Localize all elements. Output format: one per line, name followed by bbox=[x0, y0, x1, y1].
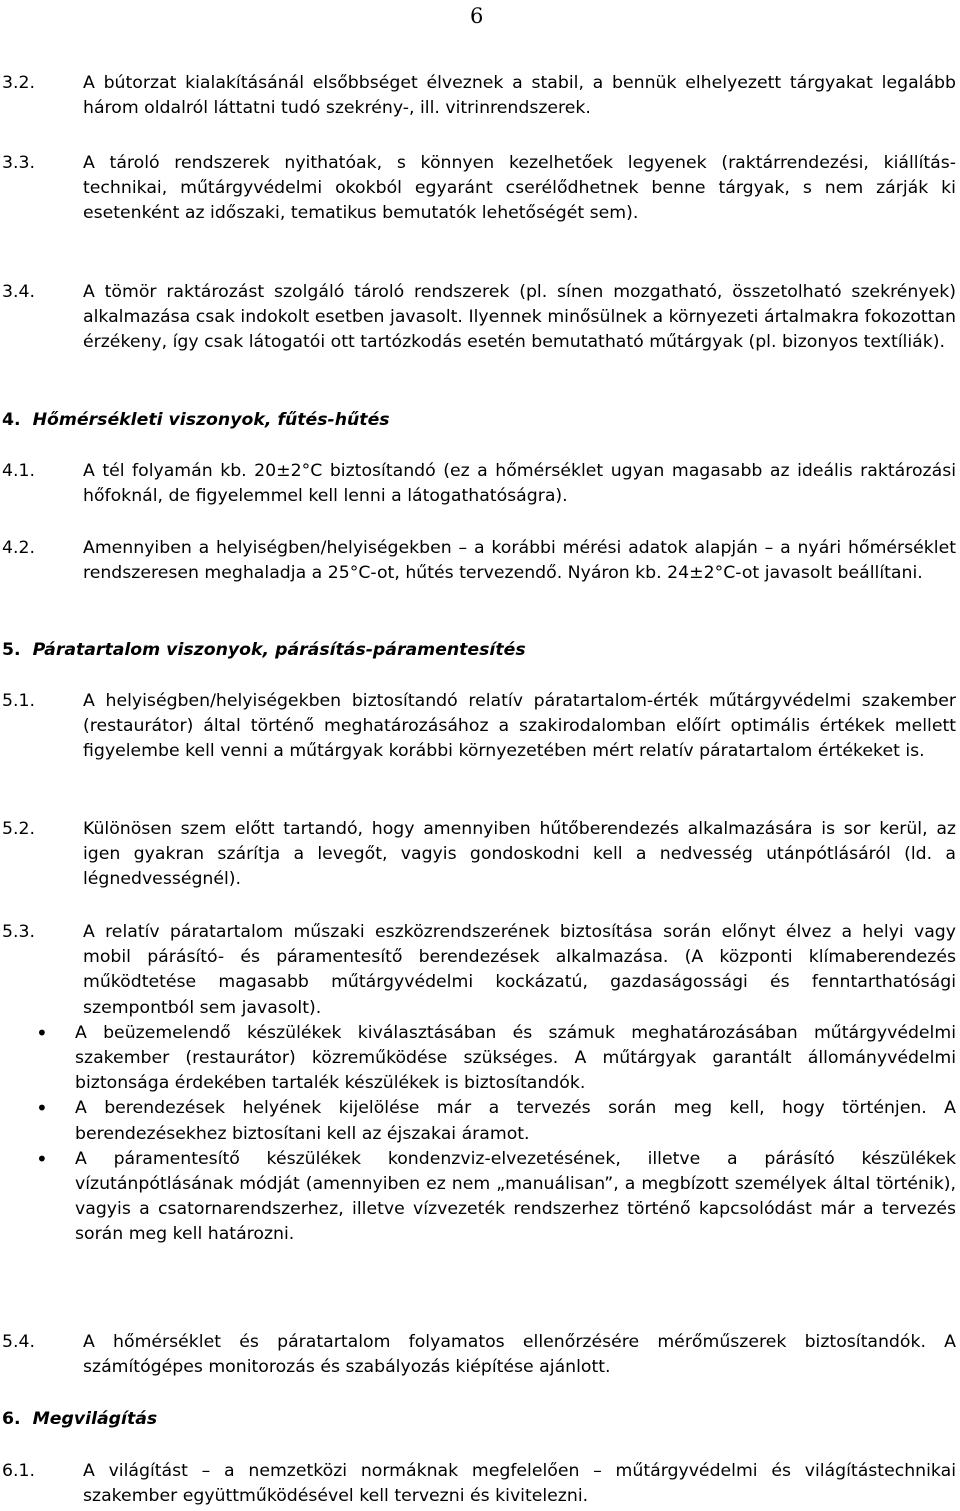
paragraph-text: Amennyiben a helyiségben/helyiségekben – a korábbi mérési adatok alapján – a nyári hőmérséklet rendszeresen meghaladja a 25°C-ot, hűtés tervezendő. Nyáron kb. 24±2°C-ot javasolt beállítani. bbox=[83, 538, 956, 584]
paragraph-6-1 bbox=[0, 1459, 956, 1509]
paragraph-5-3 bbox=[0, 920, 956, 1248]
section-heading-6 bbox=[0, 1407, 956, 1432]
heading-text: Páratartalom viszonyok, párásítás-páramentesítés bbox=[32, 640, 526, 660]
section-number: 5.1. bbox=[2, 691, 35, 711]
list-item bbox=[0, 1021, 956, 1097]
paragraph-text: Különösen szem előtt tartandó, hogy amennyiben hűtőberendezés alkalmazására is sor kerül, az igen gyakran szárítja a levegőt, vagyis gondoskodni kell a nedvesség utánpótlásáról (ld. a légnedvességnél). bbox=[83, 819, 956, 890]
section-heading-5 bbox=[0, 638, 956, 663]
section-number: 5.2. bbox=[2, 819, 35, 839]
paragraph-5-1 bbox=[0, 689, 956, 765]
paragraph-3-3 bbox=[0, 151, 956, 227]
section-number: 3.4. bbox=[2, 282, 35, 302]
paragraph-text: A helyiségben/helyiségekben biztosítandó relatív páratartalom-érték műtárgyvédelmi szakember (restaurátor) által történő meghatározásához a szakirodalomban előírt optimális értékek mellett figyelembe kell venni a műtárgyak korábbi környezetében mért relatív páratartalom értékeket is. bbox=[83, 691, 956, 762]
paragraph-text: A tömör raktározást szolgáló tároló rendszerek (pl. sínen mozgatható, összetolható szekrények) alkalmazása csak indokolt esetben javasolt. Ilyennek minősülnek a környezeti ártalmakra fokozottan érzékeny, így csak látogatói ott tartózkodás esetén bemutatható műtárgyak (pl. bizonyos textíliák). bbox=[83, 282, 956, 353]
section-number: 4.2. bbox=[2, 538, 35, 558]
paragraph-4-1 bbox=[0, 459, 956, 509]
paragraph-text: A relatív páratartalom műszaki eszközrendszerének biztosítása során előnyt élvez a helyi vagy mobil párásító- és páramentesítő berendezések alkalmazása. (A központi klímaberendezés működtetése magasabb műtárgyvédelmi kockázatú, gazdaságossági és fenntarthatósági szempontból sem javasolt). bbox=[83, 922, 956, 1018]
section-number: 5.3. bbox=[2, 922, 35, 942]
section-number: 3.2. bbox=[2, 73, 35, 93]
heading-number: 6. bbox=[2, 1409, 21, 1429]
page-number: 6 bbox=[470, 4, 484, 28]
section-number: 3.3. bbox=[2, 153, 35, 173]
paragraph-text: A hőmérséklet és páratartalom folyamatos ellenőrzésére mérőműszerek biztosítandók. A számítógépes monitorozás és szabályozás kiépítése ajánlott. bbox=[83, 1332, 956, 1378]
paragraph-text: A tél folyamán kb. 20±2°C biztosítandó (ez a hőmérséklet ugyan magasabb az ideális raktározási hőfoknál, de figyelemmel kell lenni a látogathatóságra). bbox=[83, 461, 956, 507]
heading-text: Hőmérsékleti viszonyok, fűtés-hűtés bbox=[32, 410, 390, 430]
bullet-icon: • bbox=[36, 1146, 48, 1171]
list-item bbox=[0, 1147, 956, 1248]
section-number: 6.1. bbox=[2, 1461, 35, 1481]
bullet-list bbox=[0, 1021, 956, 1248]
list-item-text: A páramentesítő készülékek kondenzviz-elvezetésének, illetve a párásító készülékek vízutánpótlásának módját (amennyiben ez nem „manuálisan”, a megbízott személyek által történik), vagyis a csatornarendszerhez, illetve vízvezeték rendszerhez történő kapcsolódást már a tervezés során meg kell határozni. bbox=[75, 1148, 956, 1245]
paragraph-3-4 bbox=[0, 280, 956, 356]
paragraph-4-2 bbox=[0, 536, 956, 586]
bullet-icon: • bbox=[36, 1096, 48, 1121]
section-heading-4 bbox=[0, 408, 956, 433]
section-number: 4.1. bbox=[2, 461, 35, 481]
paragraph-text: A tároló rendszerek nyithatóak, s könnyen kezelhetőek legyenek (raktárrendezési, kiállítás-technikai, műtárgyvédelmi okokból egyaránt cserélődhetnek benne tárgyak, s nem zárják ki esetenként az időszaki, tematikus bemutatók lehetőségét sem). bbox=[83, 153, 956, 224]
paragraph-3-2 bbox=[0, 71, 956, 121]
list-item-text: A berendezések helyének kijelölése már a tervezés során meg kell, hogy történjen. A berendezésekhez biztosítani kell az éjszakai áramot. bbox=[75, 1098, 956, 1144]
bullet-icon: • bbox=[36, 1020, 48, 1045]
heading-text: Megvilágítás bbox=[32, 1409, 158, 1429]
list-item-text: A beüzemelendő készülékek kiválasztásában és számuk meghatározásában műtárgyvédelmi szakember (restaurátor) közreműködése szükséges. A műtárgyak garantált állományvédelmi biztonsága érdekében tartalék készülékek is biztosítandók. bbox=[75, 1022, 956, 1094]
paragraph-text: A bútorzat kialakításánál elsőbbséget élveznek a stabil, a bennük elhelyezett tárgyakat legalább három oldalról láttatni tudó szekrény-, ill. vitrinrendszerek. bbox=[83, 73, 956, 119]
heading-number: 5. bbox=[2, 640, 21, 660]
paragraph-text: A világítást – a nemzetközi normáknak megfelelően – műtárgyvédelmi és világítástechnikai szakember együttműködésével kell tervezni és kivitelezni. bbox=[83, 1461, 956, 1507]
paragraph-5-2 bbox=[0, 817, 956, 893]
paragraph-5-4 bbox=[0, 1330, 956, 1380]
section-number: 5.4. bbox=[2, 1332, 35, 1352]
heading-number: 4. bbox=[2, 410, 21, 430]
list-item bbox=[0, 1096, 956, 1146]
